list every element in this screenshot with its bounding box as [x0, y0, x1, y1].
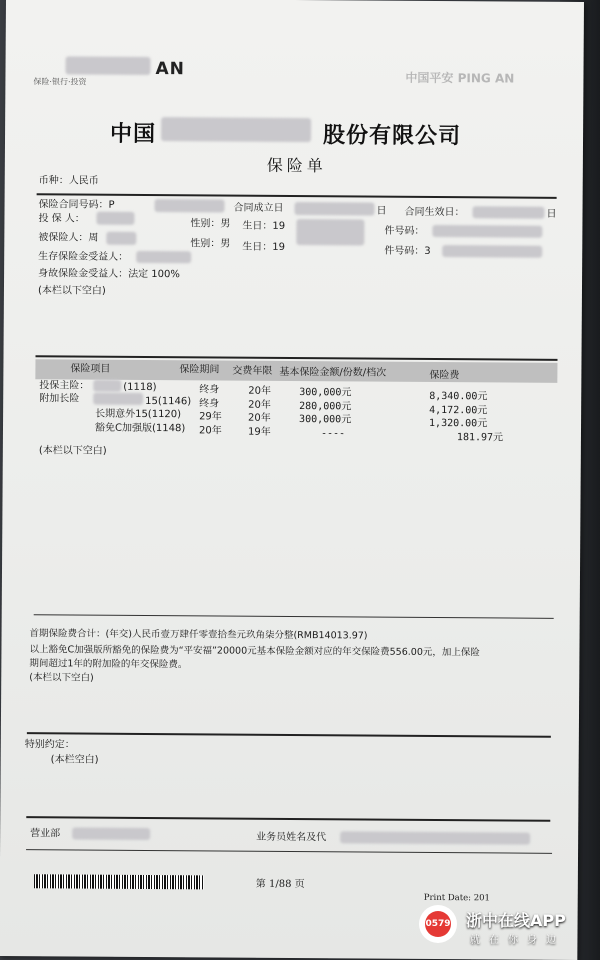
policy-number-label: 保险合同号码：P: [38, 199, 115, 211]
redacted-policy-number: [155, 199, 225, 212]
company-name-left: 中国: [109, 120, 157, 148]
sales-dept-label: 营业部: [30, 828, 61, 840]
row-period: 29年: [199, 411, 222, 423]
survival-beneficiary: 生存保险金受益人：: [38, 251, 129, 263]
table-blank-note: (本栏以下空白): [38, 445, 107, 457]
note-line-1: 以上豁免C加强版所豁免的保险费为“平安福”20000元基本保险金额对应的年交保险费556.00元，加上保险: [29, 644, 480, 659]
redacted-product: [93, 393, 143, 405]
redacted-company: [161, 117, 311, 142]
blank-note: (本栏以下空白): [37, 285, 106, 297]
app-logo-badge: 0579: [425, 911, 451, 937]
company-name-right: 股份有限公司: [322, 122, 462, 150]
holder-gender: 性别：男: [190, 218, 231, 230]
row-premium: 4,172.00元: [429, 404, 488, 417]
redacted-holder-id: [432, 225, 542, 238]
header-item: 保险项目: [70, 363, 111, 375]
row-years: 20年: [248, 412, 271, 424]
row-label: 附加长险: [39, 393, 80, 405]
agent-label: 业务员姓名及代: [256, 831, 327, 844]
row-amount: 300,000元: [299, 387, 352, 399]
row-years: 19年: [247, 426, 271, 438]
holder-birth-label: 生日：19: [242, 220, 286, 232]
holder-id-label: 件号码：: [384, 225, 425, 237]
summary-top-rule: [34, 614, 554, 619]
row-premium: 1,320.00元: [429, 417, 488, 430]
header-period: 保险期间: [179, 364, 220, 376]
effective-date-label: 合同生效日：: [404, 206, 465, 219]
row-period: 20年: [198, 425, 222, 437]
row-period: 终身: [199, 398, 220, 410]
redacted-logo: [65, 56, 150, 75]
redacted-product: [93, 380, 121, 392]
app-logo-icon: [419, 905, 457, 943]
row-years: 20年: [248, 385, 272, 397]
app-watermark-slogan: 就在你身边: [470, 935, 565, 946]
row-years: 20年: [248, 399, 271, 411]
row-item: 豁免C加强版(1148): [94, 422, 186, 435]
row-item: 长期意外15(1120): [95, 408, 182, 421]
special-top-rule: [27, 732, 551, 738]
summary-blank-note: (本栏以下空白): [29, 672, 94, 684]
redacted-beneficiary: [136, 251, 191, 263]
footer-top-rule: [26, 816, 550, 822]
row-premium: 8,340.00元: [429, 390, 488, 403]
app-watermark-name: 浙中在线APP: [466, 911, 566, 930]
header-years: 交费年限: [232, 365, 273, 377]
redacted-insured: [106, 232, 136, 245]
row-item: 15(1146): [145, 395, 192, 408]
insured-birth-label: 生日：19: [242, 241, 286, 253]
holder-label: 投 保 人：: [38, 213, 85, 225]
brand-logo-text: AN: [155, 59, 185, 80]
document-title: 保险单: [266, 155, 327, 176]
note-line-2: 期间超过1年的附加险的年交保险费。: [29, 658, 188, 671]
currency-line: 币种：人民币: [38, 175, 99, 187]
redacted-contract-date: [294, 202, 374, 216]
redacted-holder: [96, 212, 134, 225]
insured-gender: 性别：男: [190, 238, 231, 250]
redacted-effective-date: [472, 206, 544, 219]
row-premium: 181.97元: [456, 432, 504, 444]
print-date: Print Date: 201: [423, 892, 490, 904]
contract-date-end: 日: [376, 205, 387, 217]
redacted-agent: [340, 831, 530, 844]
effective-date-end: 日: [546, 208, 557, 220]
contract-date-label: 合同成立日: [233, 202, 284, 214]
redacted-dept: [72, 827, 150, 840]
redacted-insured-id: [442, 245, 542, 258]
header-premium: 保险费: [429, 369, 460, 382]
row-period: 终身: [199, 384, 220, 396]
redacted-holder-birth: [296, 219, 364, 245]
brand-tagline: 保险·银行·投资: [33, 77, 87, 87]
header-amount: 基本保险金额/份数/档次: [279, 366, 387, 379]
special-terms-blank: (本栏空白): [50, 754, 99, 766]
insured-label: 被保险人：周: [38, 232, 99, 244]
insured-id-label: 件号码：3: [384, 245, 431, 257]
premium-total: 首期保险费合计：(年交)人民币壹万肆仟零壹拾叁元玖角柒分整(RMB14013.97): [29, 628, 368, 642]
special-terms-label: 特别约定：: [24, 739, 75, 751]
row-item: (1118): [123, 381, 157, 394]
barcode: [34, 874, 204, 889]
ghost-brand-text: 中国平安 PING AN: [405, 70, 515, 86]
row-amount: ----: [320, 428, 346, 440]
page-number: 第 1/88 页: [255, 878, 305, 891]
footer-bottom-rule: [26, 849, 552, 854]
death-beneficiary: 身故保险金受益人：法定 100%: [38, 268, 180, 281]
divider: [37, 193, 557, 199]
row-amount: 280,000元: [299, 401, 352, 413]
row-label: 投保主险：: [39, 380, 90, 392]
row-amount: 300,000元: [299, 414, 352, 426]
